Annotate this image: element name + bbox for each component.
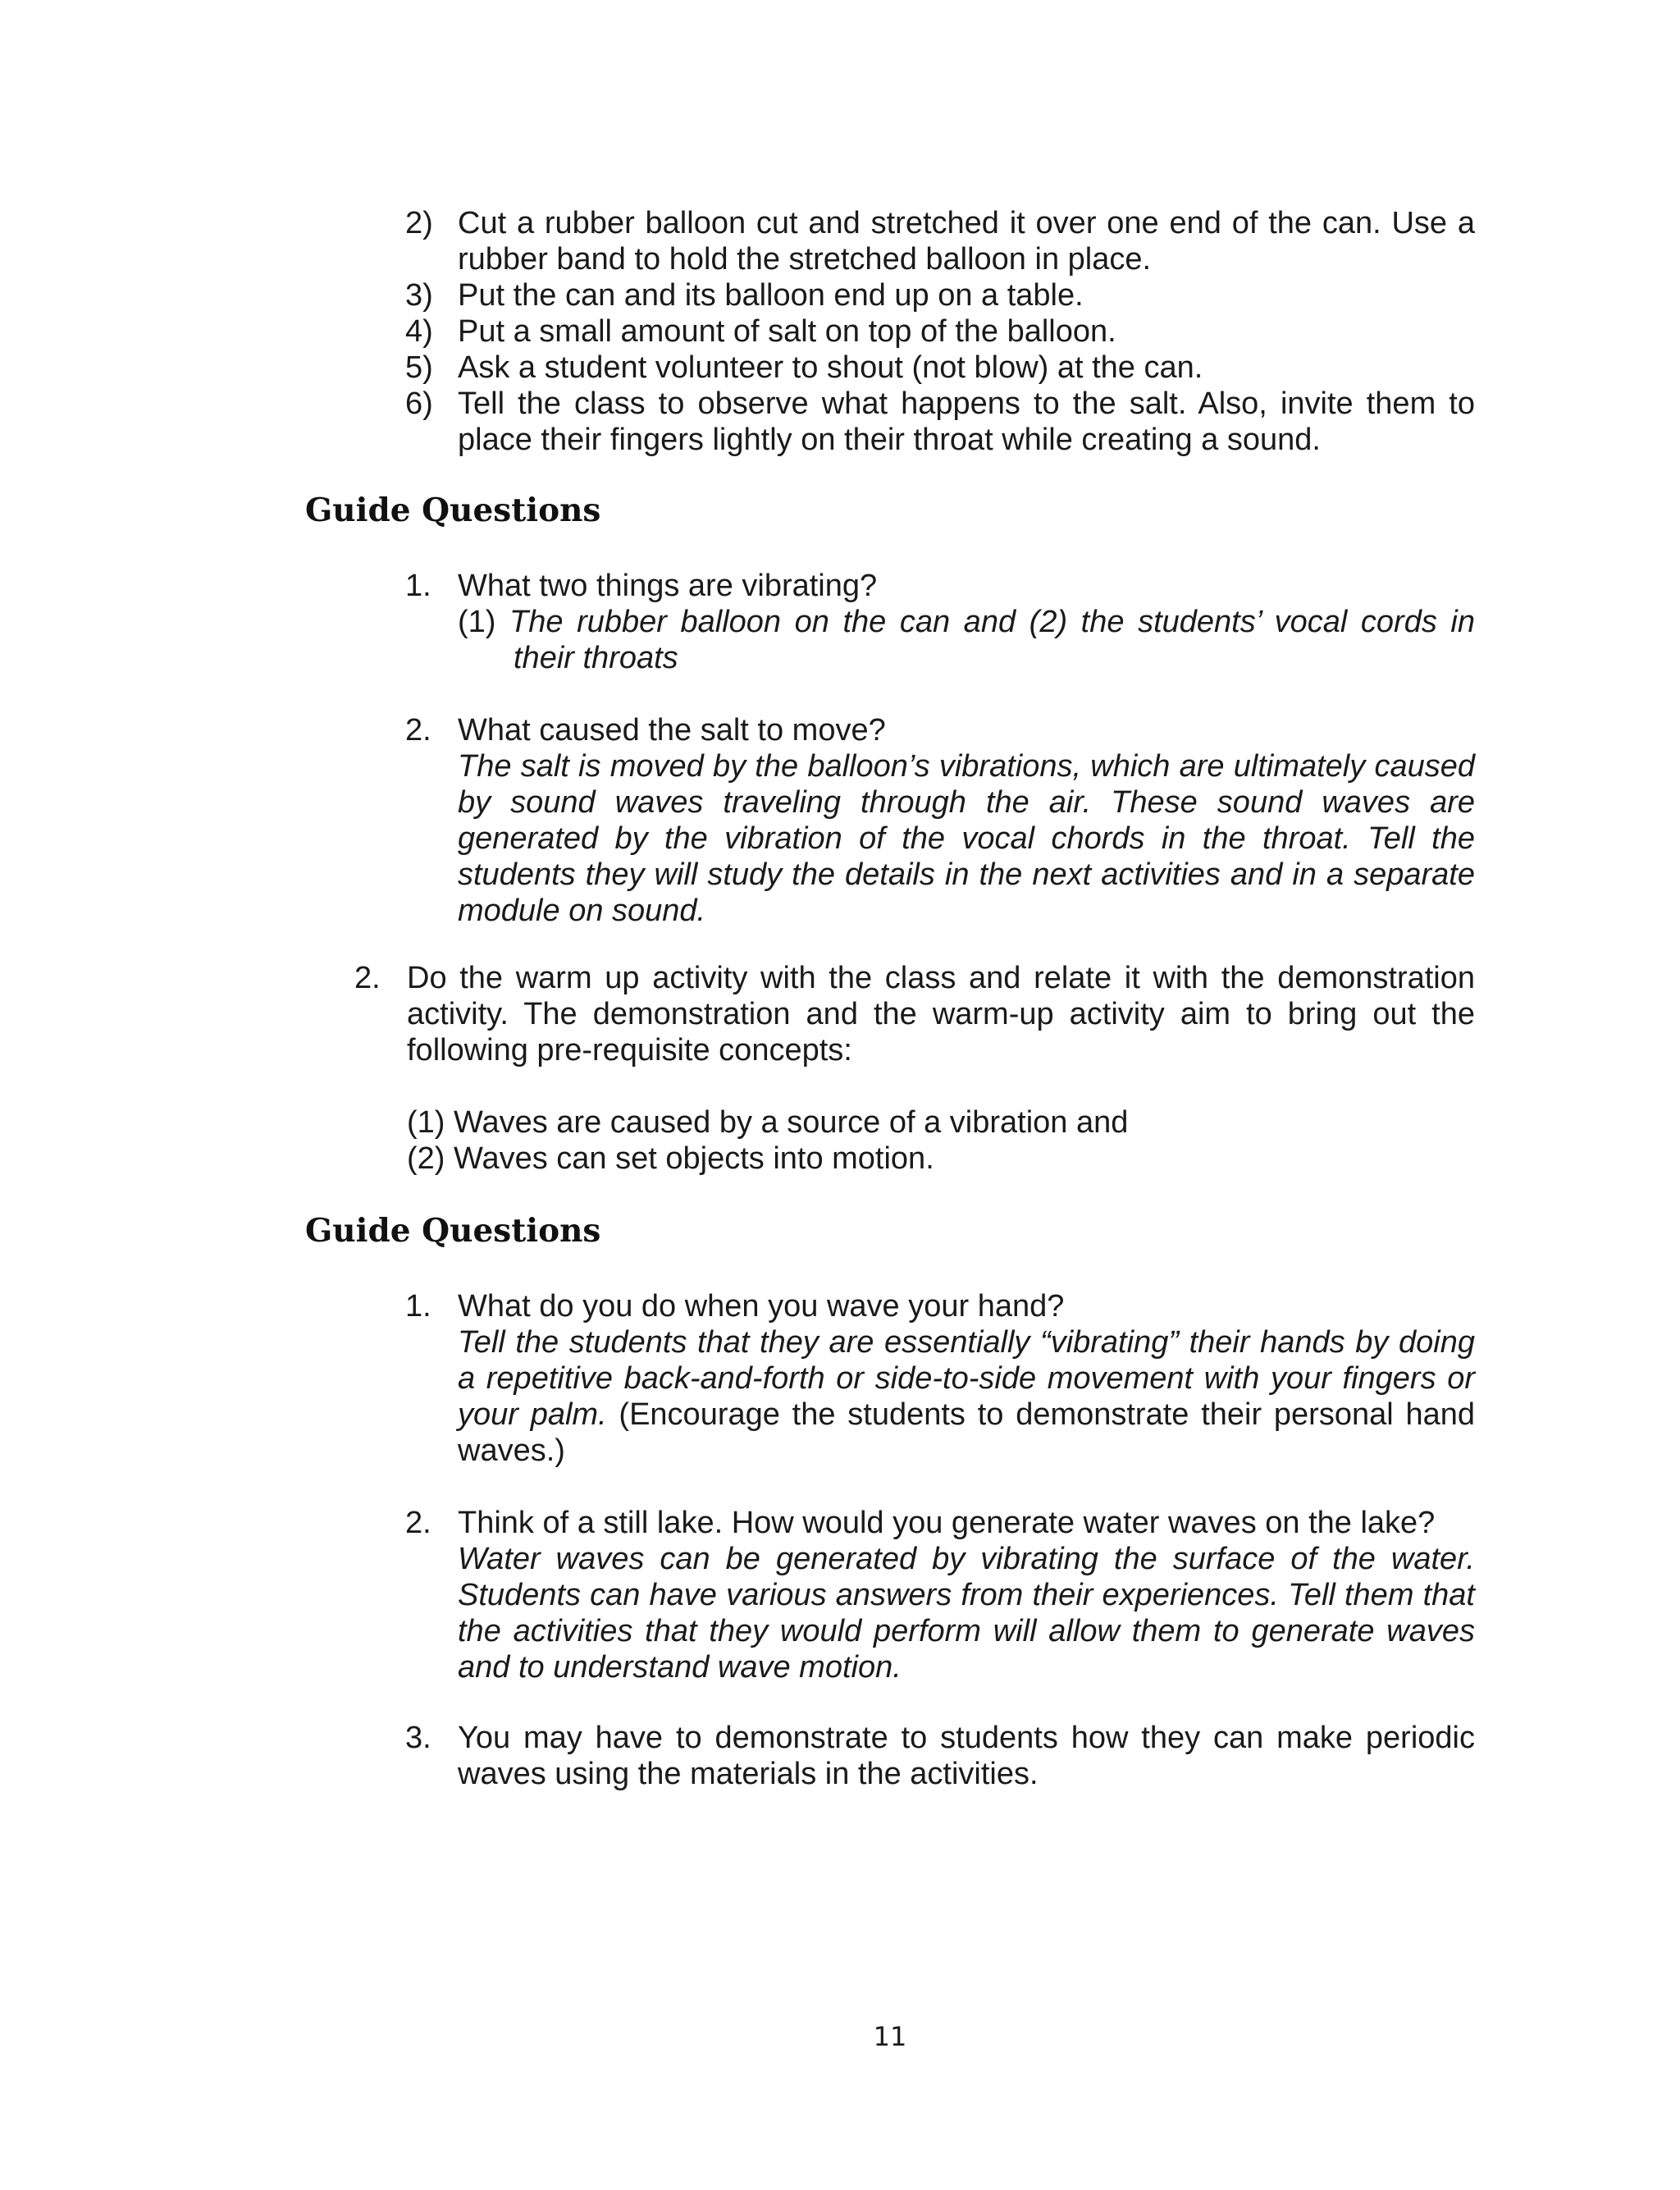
step-item — [405, 205, 1475, 277]
step-text: Ask a student volunteer to shout (not blow) at the can. — [458, 350, 1203, 385]
step-text: Put the can and its balloon end up on a table. — [458, 278, 1084, 313]
guide-question-item — [405, 1288, 1475, 1469]
question-body — [458, 712, 1475, 929]
step-number: 6) — [405, 386, 433, 421]
guide-questions-heading: Guide Questions — [305, 491, 601, 529]
answer-normal: (Encourage the students to demonstrate their personal hand waves.) — [458, 1397, 1475, 1468]
question-body — [458, 568, 1475, 676]
procedure-steps — [405, 205, 1475, 458]
step-number: 2) — [405, 206, 433, 240]
guide-question-item — [405, 1720, 1475, 1792]
step-text: Tell the class to observe what happens to the salt. Also, invite them to place their fingers lightly on their throat while creating a sound. — [458, 386, 1475, 457]
step-item — [405, 277, 1475, 313]
page-number: 11 — [873, 2021, 907, 2052]
main-item-text: Do the warm up activity with the class and relate it with the demonstration activity. The demonstration and the warm-up activity aim to bring out the following pre-requisite concepts: — [407, 961, 1475, 1068]
guide-questions-heading: Guide Questions — [305, 1212, 601, 1250]
question-number: 3. — [405, 1721, 431, 1755]
step-number: 3) — [405, 278, 433, 313]
step-number: 4) — [405, 314, 433, 349]
guide-question-item — [405, 568, 1475, 676]
question-number: 1. — [405, 1289, 431, 1324]
question-text: What do you do when you wave your hand? — [458, 1289, 1065, 1324]
answer-text: The salt is moved by the balloon’s vibrations, which are ultimately caused by sound waves traveling through the air. These sound waves are generated by the vibration of the vocal chords in the throat. Tell the students they will study the details in the next activities and in a separate module on sound. — [458, 749, 1475, 928]
answer-prefix: (1) — [458, 605, 510, 639]
answer-text: Water waves can be generated by vibrating the surface of the water. Students can have various answers from their experiences. Tell them that the activities that they would perform will allow them to generate waves and to understand wave motion. — [458, 1542, 1475, 1685]
prerequisite-concepts — [407, 1104, 1128, 1177]
question-text: What caused the salt to move? — [458, 713, 886, 748]
guide-question-item — [405, 712, 1475, 929]
answer-text — [458, 1324, 1475, 1469]
step-item — [405, 386, 1475, 458]
question-text: You may have to demonstrate to students how they can make periodic waves using the materials in the activities. — [458, 1721, 1475, 1791]
step-number: 5) — [405, 350, 433, 385]
question-number: 2. — [405, 713, 431, 748]
answer-italic: The rubber balloon on the can and (2) the students’ vocal cords in their throats — [509, 605, 1475, 675]
main-list-item — [354, 960, 1475, 1068]
question-number: 2. — [405, 1506, 431, 1540]
step-item — [405, 313, 1475, 350]
answer-text — [458, 604, 1475, 676]
concept-item: (1) Waves are caused by a source of a vibration and — [407, 1105, 1129, 1140]
guide-question-item — [405, 1505, 1475, 1685]
main-item-number: 2. — [354, 961, 381, 995]
concept-item: (2) Waves can set objects into motion. — [407, 1141, 934, 1176]
question-number: 1. — [405, 569, 431, 603]
question-text: Think of a still lake. How would you generate water waves on the lake? — [458, 1506, 1436, 1540]
answer-italic: Tell the students that they are essentially “vibrating” their hands by doing a repetitive back-and-forth or side-to-side movement with your fingers or your palm. — [458, 1325, 1475, 1432]
step-text: Put a small amount of salt on top of the balloon. — [458, 314, 1116, 349]
step-text: Cut a rubber balloon cut and stretched it over one end of the can. Use a rubber band to hold the stretched balloon in place. — [458, 206, 1475, 277]
question-body — [458, 1288, 1475, 1469]
question-body — [458, 1505, 1475, 1685]
question-text: What two things are vibrating? — [458, 569, 878, 603]
step-item — [405, 350, 1475, 386]
